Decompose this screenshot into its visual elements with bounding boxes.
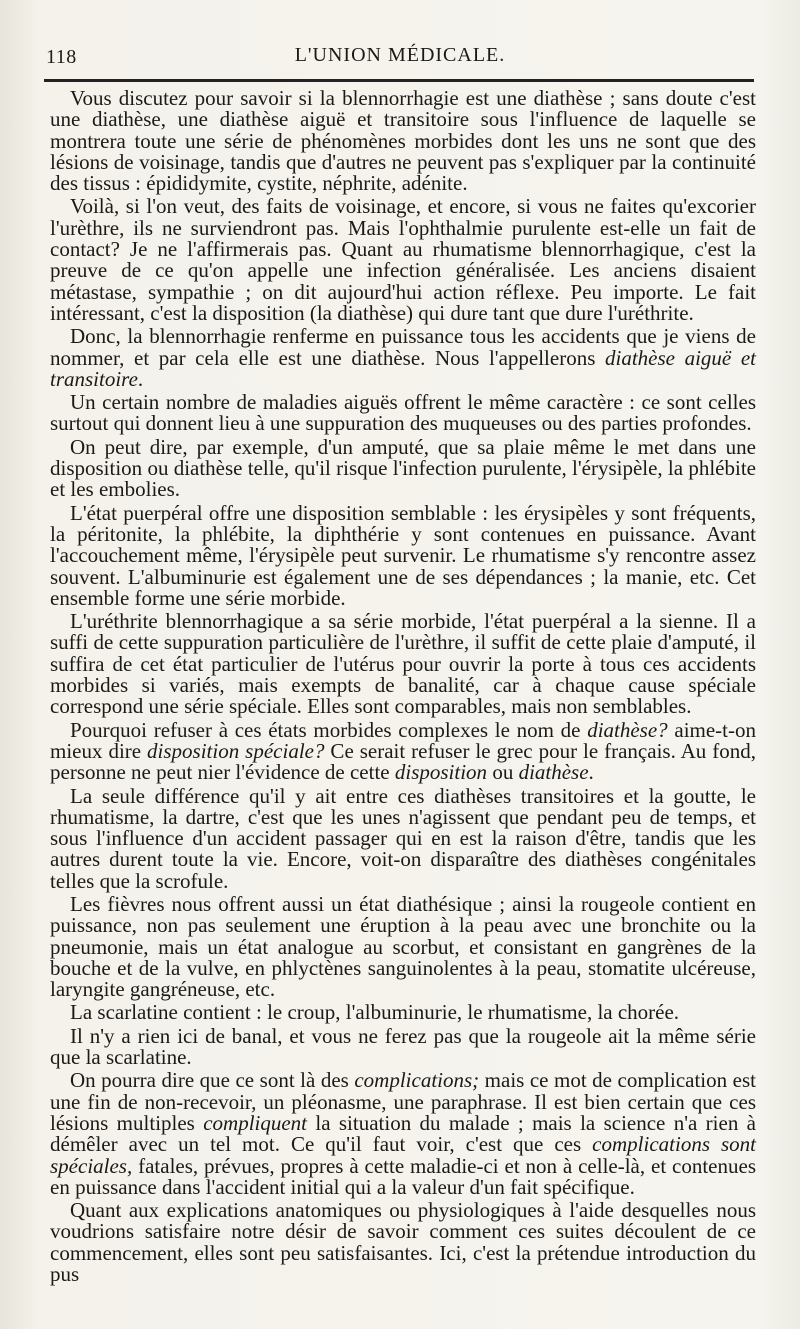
italic-term: diathèse?: [587, 717, 668, 742]
paragraph-p1: [50, 88, 756, 194]
paragraph-p7: [50, 611, 756, 717]
text-segment: Il n'y a rien ici de banal, et vous ne ferez pas que la rougeole ait la même série que la scarlatine.: [50, 1023, 756, 1070]
paragraph-p6: [50, 500, 756, 610]
paragraph-p12: [50, 1023, 756, 1070]
text-segment: Voilà, si l'on veut, des faits de voisinage, et encore, si vous ne faites qu'excorier l'urèthre, ils ne surviendront pas. Mais l'ophthalmie purulente est-elle un fait de contact? Je ne l'affirmerais pas. Quant au rhumatisme blennorrhagique, c'est la preuve de ce qu'on appelle une infection généralisée. Les anciens disaient métastase, sympathie ; on dit aujourd'hui action réflexe. Peu importe. Le fait intéressant, c'est la disposition (la diathèse) qui dure tant que dure l'uréthrite.: [50, 194, 756, 325]
page-number: 118: [46, 46, 77, 68]
text-segment: .: [588, 760, 594, 785]
italic-term: compliquent: [203, 1110, 308, 1135]
paragraph-p2: [50, 196, 756, 324]
text-segment: Vous discutez pour savoir si la blennorrhagie est une diathèse ; sans doute c'est une diathèse, une diathèse aiguë et transitoire sous l'influence de laquelle se montrera toute une série de phénomènes morbides dont les uns ne sont que des lésions de voisinage, tandis que d'autres ne peuvent pas s'expliquer par la continuité des tissus : épididymite, cystite, néphrite, adénite.: [50, 86, 756, 196]
text-segment: mais ce mot de complication est une fin de non-recevoir, un pléonasme, une paraphrase. Il est bien certain que ces lésions multiples: [50, 1068, 756, 1135]
text-segment: aime-t-on mieux dire: [50, 717, 757, 763]
text-segment: L'uréthrite blennorrhagique a sa série morbide, l'état puerpéral a la sienne. Il a suffi de cette suppuration particulière de l'urèthre, il suffit de cette plaie d'amputé, il suffira de cet état particulier de l'utérus pour ouvrir la porte à tous ces accidents morbides si variés, mais exempts de banalité, car à chaque cause spéciale correspond une série spéciale. Elles sont comparables, mais non semblables.: [50, 609, 756, 719]
paragraph-p5: [50, 434, 756, 502]
paragraph-p9: [50, 783, 756, 893]
paragraph-p13: [50, 1070, 756, 1198]
paragraph-p4: [50, 392, 756, 435]
italic-term: disposition: [394, 760, 488, 785]
text-segment: La seule différence qu'il y ait entre ces diathèses transitoires et la goutte, le rhumatisme, la dartre, c'est que les unes n'agissent que pendant peu de temps, et sous l'influence d'un accident passager qui en est la raison d'être, tandis que les autres durent toute la vie. Encore, voit-on disparaître des diathèses congénitales telles que la scrofule.: [50, 783, 756, 893]
text-segment: ou: [487, 760, 519, 785]
body-text: [50, 88, 756, 1285]
italic-term: complications sont spéciales,: [50, 1132, 756, 1178]
paragraph-p11: [50, 1002, 756, 1023]
text-segment: Un certain nombre de maladies aiguës offrent le même caractère : ce sont celles surtout qui donnent lieu à une suppuration des muqueuses ou des parties profondes.: [50, 390, 756, 436]
paragraph-p10: [50, 891, 756, 1002]
text-segment: la situation du malade ; mais la science n'a rien à démêler avec un tel mot. Ce qu'il faut voir, c'est que ces: [50, 1110, 756, 1157]
header-rule: [44, 79, 754, 82]
text-segment: On pourra dire que ce sont là des: [70, 1068, 355, 1093]
paragraph-p8: [50, 717, 757, 785]
text-segment: Donc, la blennorrhagie renferme en puissance tous les accidents que je viens de nommer, et par cela elle est une diathèse. Nous l'appellerons: [50, 324, 756, 370]
text-segment: Ce serait refuser le grec pour le français. Au fond, personne ne peut nier l'évidence de cette: [50, 738, 756, 785]
text-segment: L'état puerpéral offre une disposition semblable : les érysipèles y sont fréquents, la péritonite, la phlébite, la diphthérie y sont contenues en puissance. Avant l'accouchement même, l'érysipèle peut survenir. Le rhumatisme s'y rencontre assez souvent. L'albuminurie est également une de ses dépendances ; la manie, etc. Cet ensemble forme une série morbide.: [50, 500, 756, 610]
italic-term: disposition spéciale?: [147, 738, 325, 763]
text-segment: Quant aux explications anatomiques ou physiologiques à l'aide desquelles nous voudrions satisfaire notre désir de savoir comment ces suites découlent de ce commencement, elles sont peu satisfaisantes. Ici, c'est la prétendue introduction du pus: [50, 1198, 756, 1287]
running-head: L'UNION MÉDICALE.: [294, 44, 506, 66]
paragraph-p14: [50, 1200, 756, 1285]
text-segment: Les fièvres nous offrent aussi un état diathésique ; ainsi la rougeole contient en puissance, non pas seulement une éruption à la peau avec une bronchite ou la pneumonie, mais un état analogue au scorbut, et consistant en gangrènes de la bouche et de la vulve, en phlyctènes sanguinolentes à la peau, stomatite ulcéreuse, laryngite gangréneuse, etc.: [50, 891, 756, 1002]
text-segment: La scarlatine contient : le croup, l'albuminurie, le rhumatisme, la chorée.: [70, 1000, 680, 1025]
italic-term: diathèse aiguë et transitoire: [50, 345, 756, 391]
text-segment: On peut dire, par exemple, d'un amputé, que sa plaie même le met dans une disposition ou diathèse telle, qu'il risque l'infection purulente, l'érysipèle, la phlébite et les embolies.: [50, 434, 756, 502]
italic-term: diathèse: [518, 760, 589, 785]
text-segment: Pourquoi refuser à ces états morbides complexes le nom de: [70, 717, 588, 742]
italic-term: complications;: [354, 1068, 480, 1093]
paragraph-p3: [50, 326, 756, 390]
text-segment: .: [137, 366, 144, 391]
page-header: [46, 38, 754, 78]
text-segment: fatales, prévues, propres à cette maladie-ci et non à celle-là, et contenues en puissance dans l'accident initial qui a la valeur d'un fait spécifique.: [50, 1153, 756, 1199]
